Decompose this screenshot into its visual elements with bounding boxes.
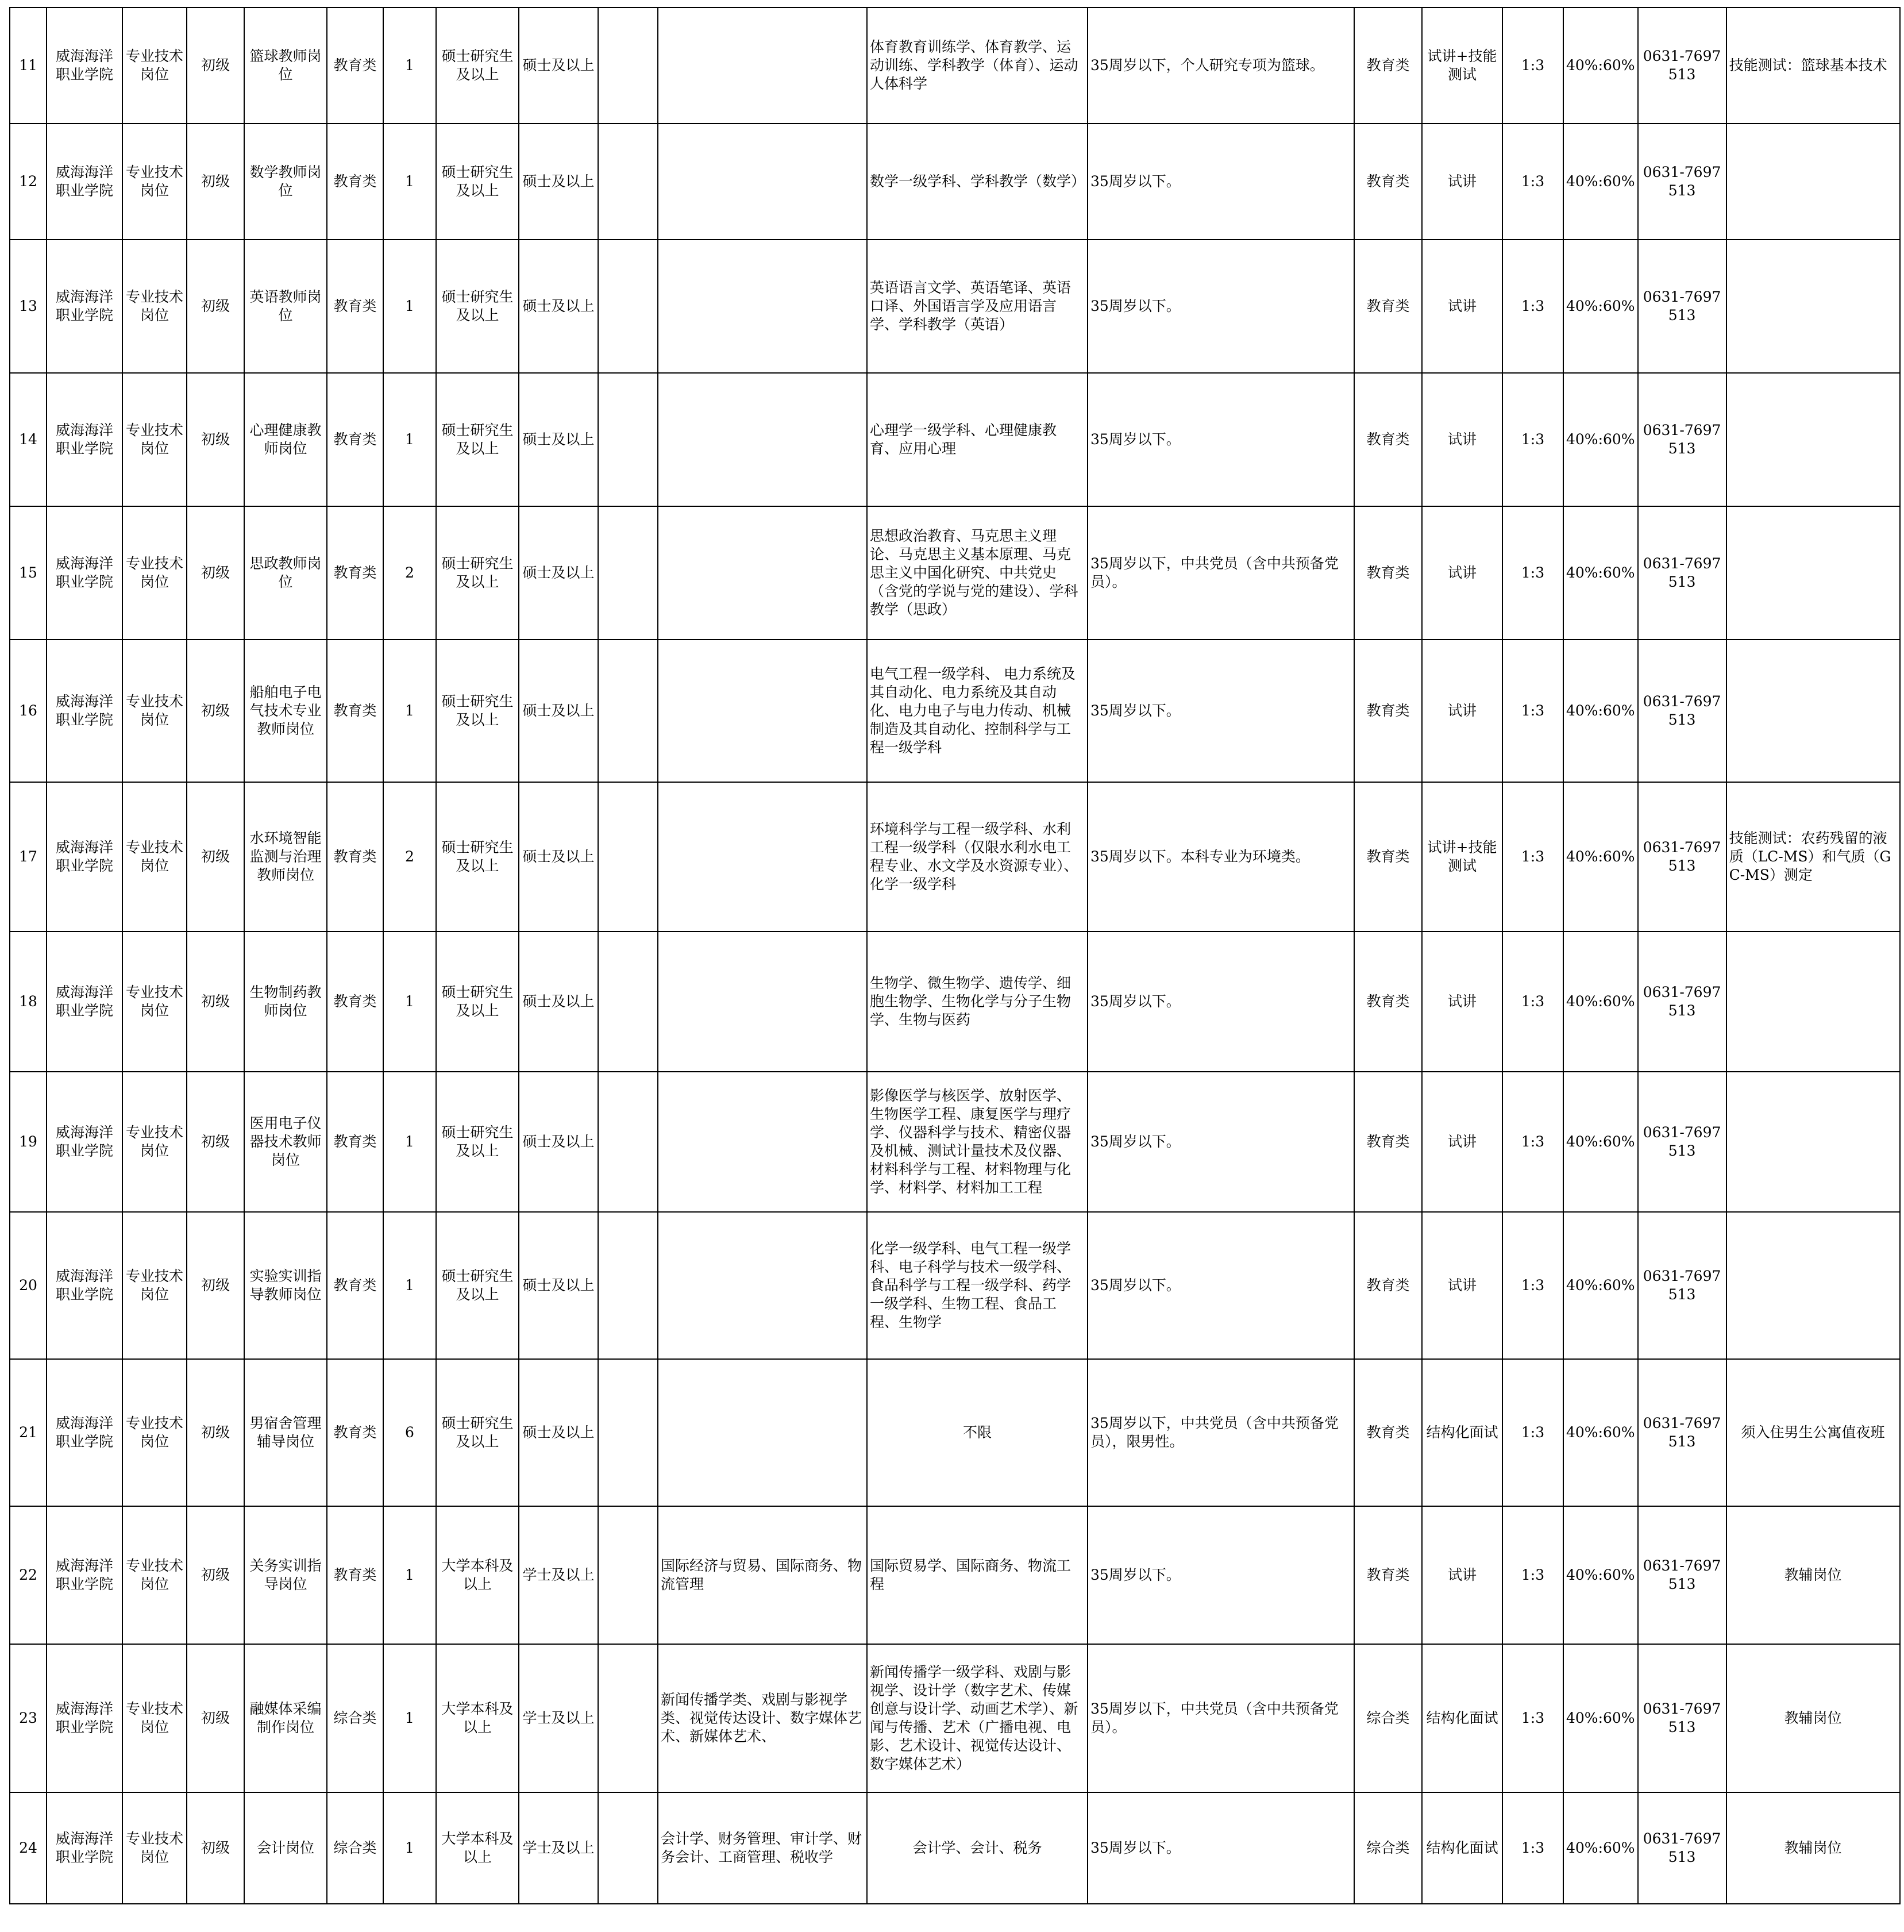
table-row bbox=[10, 124, 1900, 240]
table-row bbox=[10, 1359, 1900, 1506]
score-weight-cell: 40%:60% bbox=[1563, 506, 1638, 640]
interview-form-cell: 试讲 bbox=[1422, 240, 1502, 373]
other-requirements-cell: 35周岁以下。 bbox=[1088, 373, 1354, 506]
score-weight-cell: 40%:60% bbox=[1563, 1359, 1638, 1506]
hiring-count-cell: 1 bbox=[383, 1072, 436, 1212]
degree-requirement-cell: 硕士及以上 bbox=[519, 124, 598, 240]
remarks-cell bbox=[1726, 1072, 1900, 1212]
row-number-cell: 20 bbox=[10, 1212, 47, 1359]
hiring-unit-cell: 威海海洋职业学院 bbox=[47, 240, 122, 373]
hiring-count-cell: 1 bbox=[383, 1506, 436, 1644]
exam-type-cell: 教育类 bbox=[327, 124, 383, 240]
degree-requirement-cell: 硕士及以上 bbox=[519, 1212, 598, 1359]
hiring-count-cell: 2 bbox=[383, 506, 436, 640]
post-category-cell: 专业技术岗位 bbox=[122, 1072, 187, 1212]
table-row bbox=[10, 1072, 1900, 1212]
contact-phone-cell: 0631-7697513 bbox=[1638, 1792, 1726, 1904]
post-category-cell: 专业技术岗位 bbox=[122, 1506, 187, 1644]
contact-phone-cell: 0631-7697513 bbox=[1638, 1072, 1726, 1212]
graduate-major-cell: 电气工程一级学科、 电力系统及其自动化、电力系统及其自动化、电力电子与电力传动、机械制造及其自动化、控制科学与工程一级学科 bbox=[867, 640, 1088, 782]
hiring-count-cell: 1 bbox=[383, 124, 436, 240]
hiring-unit-cell: 威海海洋职业学院 bbox=[47, 1644, 122, 1792]
post-name-cell: 船舶电子电气技术专业教师岗位 bbox=[244, 640, 327, 782]
interview-form-cell: 试讲+技能测试 bbox=[1422, 782, 1502, 932]
interview-type-cell: 综合类 bbox=[1354, 1644, 1422, 1792]
degree-requirement-cell: 硕士及以上 bbox=[519, 782, 598, 932]
graduate-major-cell: 化学一级学科、电气工程一级学科、电子科学与技术一级学科、食品科学与工程一级学科、药学一级学科、生物工程、食品工程、生物学 bbox=[867, 1212, 1088, 1359]
post-name-cell: 思政教师岗位 bbox=[244, 506, 327, 640]
graduate-major-cell: 不限 bbox=[867, 1359, 1088, 1506]
hiring-count-cell: 2 bbox=[383, 782, 436, 932]
junior-college-major-cell bbox=[598, 506, 658, 640]
interview-ratio-cell: 1:3 bbox=[1502, 1072, 1563, 1212]
exam-type-cell: 教育类 bbox=[327, 640, 383, 782]
post-category-cell: 专业技术岗位 bbox=[122, 1644, 187, 1792]
table-row bbox=[10, 1212, 1900, 1359]
interview-ratio-cell: 1:3 bbox=[1502, 1506, 1563, 1644]
degree-requirement-cell: 硕士及以上 bbox=[519, 506, 598, 640]
degree-requirement-cell: 硕士及以上 bbox=[519, 7, 598, 124]
interview-ratio-cell: 1:3 bbox=[1502, 1792, 1563, 1904]
interview-type-cell: 教育类 bbox=[1354, 1359, 1422, 1506]
other-requirements-cell: 35周岁以下。 bbox=[1088, 1212, 1354, 1359]
recruitment-table bbox=[9, 7, 1901, 1904]
exam-type-cell: 教育类 bbox=[327, 7, 383, 124]
degree-requirement-cell: 硕士及以上 bbox=[519, 1359, 598, 1506]
interview-type-cell: 教育类 bbox=[1354, 1506, 1422, 1644]
post-level-cell: 初级 bbox=[187, 373, 244, 506]
junior-college-major-cell bbox=[598, 640, 658, 782]
interview-ratio-cell: 1:3 bbox=[1502, 124, 1563, 240]
junior-college-major-cell bbox=[598, 782, 658, 932]
undergraduate-major-cell bbox=[658, 7, 867, 124]
table-row bbox=[10, 506, 1900, 640]
remarks-cell: 技能测试：篮球基本技术 bbox=[1726, 7, 1900, 124]
score-weight-cell: 40%:60% bbox=[1563, 1212, 1638, 1359]
undergraduate-major-cell bbox=[658, 240, 867, 373]
contact-phone-cell: 0631-7697513 bbox=[1638, 932, 1726, 1072]
row-number-cell: 16 bbox=[10, 640, 47, 782]
contact-phone-cell: 0631-7697513 bbox=[1638, 1212, 1726, 1359]
graduate-major-cell: 英语语言文学、英语笔译、英语口译、外国语言学及应用语言学、学科教学（英语） bbox=[867, 240, 1088, 373]
remarks-cell bbox=[1726, 373, 1900, 506]
score-weight-cell: 40%:60% bbox=[1563, 1644, 1638, 1792]
post-level-cell: 初级 bbox=[187, 1792, 244, 1904]
graduate-major-cell: 心理学一级学科、心理健康教育、应用心理 bbox=[867, 373, 1088, 506]
post-level-cell: 初级 bbox=[187, 782, 244, 932]
hiring-unit-cell: 威海海洋职业学院 bbox=[47, 373, 122, 506]
hiring-count-cell: 1 bbox=[383, 932, 436, 1072]
other-requirements-cell: 35周岁以下。 bbox=[1088, 240, 1354, 373]
table-row bbox=[10, 1792, 1900, 1904]
interview-ratio-cell: 1:3 bbox=[1502, 1644, 1563, 1792]
junior-college-major-cell bbox=[598, 7, 658, 124]
hiring-count-cell: 1 bbox=[383, 1644, 436, 1792]
undergraduate-major-cell bbox=[658, 782, 867, 932]
post-level-cell: 初级 bbox=[187, 124, 244, 240]
interview-form-cell: 试讲 bbox=[1422, 1506, 1502, 1644]
score-weight-cell: 40%:60% bbox=[1563, 240, 1638, 373]
junior-college-major-cell bbox=[598, 932, 658, 1072]
score-weight-cell: 40%:60% bbox=[1563, 1072, 1638, 1212]
interview-ratio-cell: 1:3 bbox=[1502, 640, 1563, 782]
interview-form-cell: 结构化面试 bbox=[1422, 1644, 1502, 1792]
exam-type-cell: 教育类 bbox=[327, 1212, 383, 1359]
degree-requirement-cell: 硕士及以上 bbox=[519, 640, 598, 782]
post-name-cell: 生物制药教师岗位 bbox=[244, 932, 327, 1072]
education-requirement-cell: 硕士研究生及以上 bbox=[436, 1072, 519, 1212]
interview-ratio-cell: 1:3 bbox=[1502, 240, 1563, 373]
junior-college-major-cell bbox=[598, 373, 658, 506]
post-level-cell: 初级 bbox=[187, 1072, 244, 1212]
post-name-cell: 会计岗位 bbox=[244, 1792, 327, 1904]
junior-college-major-cell bbox=[598, 240, 658, 373]
table-row bbox=[10, 640, 1900, 782]
remarks-cell bbox=[1726, 240, 1900, 373]
degree-requirement-cell: 硕士及以上 bbox=[519, 373, 598, 506]
post-level-cell: 初级 bbox=[187, 7, 244, 124]
interview-ratio-cell: 1:3 bbox=[1502, 373, 1563, 506]
undergraduate-major-cell bbox=[658, 506, 867, 640]
score-weight-cell: 40%:60% bbox=[1563, 932, 1638, 1072]
exam-type-cell: 教育类 bbox=[327, 373, 383, 506]
education-requirement-cell: 大学本科及以上 bbox=[436, 1792, 519, 1904]
education-requirement-cell: 硕士研究生及以上 bbox=[436, 240, 519, 373]
remarks-cell bbox=[1726, 506, 1900, 640]
post-level-cell: 初级 bbox=[187, 1212, 244, 1359]
interview-form-cell: 试讲 bbox=[1422, 1212, 1502, 1359]
interview-form-cell: 结构化面试 bbox=[1422, 1792, 1502, 1904]
row-number-cell: 13 bbox=[10, 240, 47, 373]
degree-requirement-cell: 学士及以上 bbox=[519, 1644, 598, 1792]
post-level-cell: 初级 bbox=[187, 240, 244, 373]
row-number-cell: 11 bbox=[10, 7, 47, 124]
score-weight-cell: 40%:60% bbox=[1563, 1792, 1638, 1904]
score-weight-cell: 40%:60% bbox=[1563, 782, 1638, 932]
interview-form-cell: 试讲 bbox=[1422, 506, 1502, 640]
undergraduate-major-cell: 国际经济与贸易、国际商务、物流管理 bbox=[658, 1506, 867, 1644]
undergraduate-major-cell bbox=[658, 1212, 867, 1359]
row-number-cell: 14 bbox=[10, 373, 47, 506]
hiring-unit-cell: 威海海洋职业学院 bbox=[47, 506, 122, 640]
education-requirement-cell: 大学本科及以上 bbox=[436, 1644, 519, 1792]
undergraduate-major-cell: 新闻传播学类、戏剧与影视学类、视觉传达设计、数字媒体艺术、新媒体艺术、 bbox=[658, 1644, 867, 1792]
undergraduate-major-cell bbox=[658, 1359, 867, 1506]
contact-phone-cell: 0631-7697513 bbox=[1638, 124, 1726, 240]
undergraduate-major-cell bbox=[658, 640, 867, 782]
interview-form-cell: 试讲 bbox=[1422, 932, 1502, 1072]
interview-type-cell: 教育类 bbox=[1354, 7, 1422, 124]
table-row bbox=[10, 782, 1900, 932]
score-weight-cell: 40%:60% bbox=[1563, 124, 1638, 240]
interview-type-cell: 综合类 bbox=[1354, 1792, 1422, 1904]
row-number-cell: 18 bbox=[10, 932, 47, 1072]
interview-type-cell: 教育类 bbox=[1354, 506, 1422, 640]
post-level-cell: 初级 bbox=[187, 1359, 244, 1506]
undergraduate-major-cell: 会计学、财务管理、审计学、财务会计、工商管理、税收学 bbox=[658, 1792, 867, 1904]
interview-type-cell: 教育类 bbox=[1354, 124, 1422, 240]
interview-ratio-cell: 1:3 bbox=[1502, 7, 1563, 124]
post-level-cell: 初级 bbox=[187, 640, 244, 782]
hiring-unit-cell: 威海海洋职业学院 bbox=[47, 124, 122, 240]
education-requirement-cell: 硕士研究生及以上 bbox=[436, 782, 519, 932]
junior-college-major-cell bbox=[598, 1359, 658, 1506]
row-number-cell: 19 bbox=[10, 1072, 47, 1212]
post-category-cell: 专业技术岗位 bbox=[122, 506, 187, 640]
graduate-major-cell: 思想政治教育、马克思主义理论、马克思主义基本原理、马克思主义中国化研究、中共党史（含党的学说与党的建设）、学科教学（思政） bbox=[867, 506, 1088, 640]
interview-ratio-cell: 1:3 bbox=[1502, 782, 1563, 932]
graduate-major-cell: 国际贸易学、国际商务、物流工程 bbox=[867, 1506, 1088, 1644]
post-level-cell: 初级 bbox=[187, 506, 244, 640]
contact-phone-cell: 0631-7697513 bbox=[1638, 782, 1726, 932]
remarks-cell: 教辅岗位 bbox=[1726, 1506, 1900, 1644]
interview-type-cell: 教育类 bbox=[1354, 373, 1422, 506]
hiring-count-cell: 1 bbox=[383, 373, 436, 506]
education-requirement-cell: 硕士研究生及以上 bbox=[436, 506, 519, 640]
post-name-cell: 心理健康教师岗位 bbox=[244, 373, 327, 506]
hiring-unit-cell: 威海海洋职业学院 bbox=[47, 932, 122, 1072]
hiring-unit-cell: 威海海洋职业学院 bbox=[47, 782, 122, 932]
undergraduate-major-cell bbox=[658, 373, 867, 506]
exam-type-cell: 教育类 bbox=[327, 506, 383, 640]
contact-phone-cell: 0631-7697513 bbox=[1638, 7, 1726, 124]
post-category-cell: 专业技术岗位 bbox=[122, 1359, 187, 1506]
interview-form-cell: 试讲 bbox=[1422, 373, 1502, 506]
junior-college-major-cell bbox=[598, 1792, 658, 1904]
row-number-cell: 23 bbox=[10, 1644, 47, 1792]
post-name-cell: 关务实训指导岗位 bbox=[244, 1506, 327, 1644]
junior-college-major-cell bbox=[598, 1644, 658, 1792]
post-category-cell: 专业技术岗位 bbox=[122, 7, 187, 124]
score-weight-cell: 40%:60% bbox=[1563, 1506, 1638, 1644]
interview-ratio-cell: 1:3 bbox=[1502, 1212, 1563, 1359]
row-number-cell: 22 bbox=[10, 1506, 47, 1644]
other-requirements-cell: 35周岁以下，中共党员（含中共预备党员），限男性。 bbox=[1088, 1359, 1354, 1506]
score-weight-cell: 40%:60% bbox=[1563, 7, 1638, 124]
post-category-cell: 专业技术岗位 bbox=[122, 373, 187, 506]
interview-type-cell: 教育类 bbox=[1354, 782, 1422, 932]
interview-form-cell: 结构化面试 bbox=[1422, 1359, 1502, 1506]
graduate-major-cell: 新闻传播学一级学科、戏剧与影视学、设计学（数字艺术、传媒创意与设计学、动画艺术学）、新闻与传播、艺术（广播电视、电影、艺术设计、视觉传达设计、数字媒体艺术） bbox=[867, 1644, 1088, 1792]
post-category-cell: 专业技术岗位 bbox=[122, 782, 187, 932]
remarks-cell bbox=[1726, 1212, 1900, 1359]
post-category-cell: 专业技术岗位 bbox=[122, 124, 187, 240]
post-level-cell: 初级 bbox=[187, 932, 244, 1072]
remarks-cell bbox=[1726, 124, 1900, 240]
hiring-unit-cell: 威海海洋职业学院 bbox=[47, 1072, 122, 1212]
contact-phone-cell: 0631-7697513 bbox=[1638, 373, 1726, 506]
remarks-cell: 技能测试：农药残留的液质（LC-MS）和气质（GC-MS）测定 bbox=[1726, 782, 1900, 932]
exam-type-cell: 教育类 bbox=[327, 1359, 383, 1506]
graduate-major-cell: 环境科学与工程一级学科、水利工程一级学科（仅限水利水电工程专业、水文学及水资源专业）、化学一级学科 bbox=[867, 782, 1088, 932]
table-row bbox=[10, 1644, 1900, 1792]
interview-ratio-cell: 1:3 bbox=[1502, 506, 1563, 640]
post-category-cell: 专业技术岗位 bbox=[122, 932, 187, 1072]
interview-ratio-cell: 1:3 bbox=[1502, 1359, 1563, 1506]
junior-college-major-cell bbox=[598, 124, 658, 240]
hiring-count-cell: 1 bbox=[383, 1212, 436, 1359]
hiring-unit-cell: 威海海洋职业学院 bbox=[47, 640, 122, 782]
other-requirements-cell: 35周岁以下。 bbox=[1088, 124, 1354, 240]
score-weight-cell: 40%:60% bbox=[1563, 640, 1638, 782]
post-name-cell: 融媒体采编制作岗位 bbox=[244, 1644, 327, 1792]
row-number-cell: 17 bbox=[10, 782, 47, 932]
hiring-count-cell: 1 bbox=[383, 240, 436, 373]
table-row bbox=[10, 1506, 1900, 1644]
exam-type-cell: 教育类 bbox=[327, 1506, 383, 1644]
post-category-cell: 专业技术岗位 bbox=[122, 240, 187, 373]
contact-phone-cell: 0631-7697513 bbox=[1638, 1506, 1726, 1644]
contact-phone-cell: 0631-7697513 bbox=[1638, 506, 1726, 640]
education-requirement-cell: 硕士研究生及以上 bbox=[436, 7, 519, 124]
degree-requirement-cell: 硕士及以上 bbox=[519, 240, 598, 373]
other-requirements-cell: 35周岁以下，中共党员（含中共预备党员）。 bbox=[1088, 1644, 1354, 1792]
row-number-cell: 24 bbox=[10, 1792, 47, 1904]
remarks-cell bbox=[1726, 640, 1900, 782]
row-number-cell: 21 bbox=[10, 1359, 47, 1506]
exam-type-cell: 教育类 bbox=[327, 782, 383, 932]
graduate-major-cell: 生物学、微生物学、遗传学、细胞生物学、生物化学与分子生物学、生物与医药 bbox=[867, 932, 1088, 1072]
interview-ratio-cell: 1:3 bbox=[1502, 932, 1563, 1072]
post-category-cell: 专业技术岗位 bbox=[122, 1792, 187, 1904]
interview-type-cell: 教育类 bbox=[1354, 640, 1422, 782]
interview-type-cell: 教育类 bbox=[1354, 1212, 1422, 1359]
degree-requirement-cell: 硕士及以上 bbox=[519, 932, 598, 1072]
post-name-cell: 英语教师岗位 bbox=[244, 240, 327, 373]
hiring-unit-cell: 威海海洋职业学院 bbox=[47, 1212, 122, 1359]
other-requirements-cell: 35周岁以下，中共党员（含中共预备党员）。 bbox=[1088, 506, 1354, 640]
post-name-cell: 数学教师岗位 bbox=[244, 124, 327, 240]
degree-requirement-cell: 学士及以上 bbox=[519, 1792, 598, 1904]
interview-type-cell: 教育类 bbox=[1354, 1072, 1422, 1212]
post-level-cell: 初级 bbox=[187, 1506, 244, 1644]
exam-type-cell: 教育类 bbox=[327, 1072, 383, 1212]
education-requirement-cell: 硕士研究生及以上 bbox=[436, 373, 519, 506]
hiring-count-cell: 1 bbox=[383, 640, 436, 782]
interview-form-cell: 试讲 bbox=[1422, 640, 1502, 782]
post-name-cell: 实验实训指导教师岗位 bbox=[244, 1212, 327, 1359]
hiring-unit-cell: 威海海洋职业学院 bbox=[47, 7, 122, 124]
contact-phone-cell: 0631-7697513 bbox=[1638, 1644, 1726, 1792]
contact-phone-cell: 0631-7697513 bbox=[1638, 1359, 1726, 1506]
interview-form-cell: 试讲 bbox=[1422, 1072, 1502, 1212]
post-level-cell: 初级 bbox=[187, 1644, 244, 1792]
hiring-count-cell: 6 bbox=[383, 1359, 436, 1506]
score-weight-cell: 40%:60% bbox=[1563, 373, 1638, 506]
other-requirements-cell: 35周岁以下。本科专业为环境类。 bbox=[1088, 782, 1354, 932]
post-name-cell: 医用电子仪器技术教师岗位 bbox=[244, 1072, 327, 1212]
education-requirement-cell: 硕士研究生及以上 bbox=[436, 640, 519, 782]
hiring-unit-cell: 威海海洋职业学院 bbox=[47, 1359, 122, 1506]
other-requirements-cell: 35周岁以下。 bbox=[1088, 640, 1354, 782]
junior-college-major-cell bbox=[598, 1072, 658, 1212]
graduate-major-cell: 会计学、会计、税务 bbox=[867, 1792, 1088, 1904]
table-row bbox=[10, 932, 1900, 1072]
remarks-cell: 教辅岗位 bbox=[1726, 1792, 1900, 1904]
education-requirement-cell: 硕士研究生及以上 bbox=[436, 1212, 519, 1359]
table-row bbox=[10, 373, 1900, 506]
education-requirement-cell: 硕士研究生及以上 bbox=[436, 124, 519, 240]
hiring-unit-cell: 威海海洋职业学院 bbox=[47, 1792, 122, 1904]
remarks-cell: 教辅岗位 bbox=[1726, 1644, 1900, 1792]
exam-type-cell: 教育类 bbox=[327, 932, 383, 1072]
hiring-count-cell: 1 bbox=[383, 7, 436, 124]
hiring-unit-cell: 威海海洋职业学院 bbox=[47, 1506, 122, 1644]
contact-phone-cell: 0631-7697513 bbox=[1638, 240, 1726, 373]
other-requirements-cell: 35周岁以下。 bbox=[1088, 1506, 1354, 1644]
interview-form-cell: 试讲+技能测试 bbox=[1422, 7, 1502, 124]
interview-type-cell: 教育类 bbox=[1354, 932, 1422, 1072]
hiring-count-cell: 1 bbox=[383, 1792, 436, 1904]
graduate-major-cell: 体育教育训练学、体育教学、运动训练、学科教学（体育）、运动人体科学 bbox=[867, 7, 1088, 124]
row-number-cell: 15 bbox=[10, 506, 47, 640]
degree-requirement-cell: 学士及以上 bbox=[519, 1506, 598, 1644]
degree-requirement-cell: 硕士及以上 bbox=[519, 1072, 598, 1212]
contact-phone-cell: 0631-7697513 bbox=[1638, 640, 1726, 782]
post-name-cell: 男宿舍管理辅导岗位 bbox=[244, 1359, 327, 1506]
exam-type-cell: 综合类 bbox=[327, 1792, 383, 1904]
graduate-major-cell: 影像医学与核医学、放射医学、生物医学工程、康复医学与理疗学、仪器科学与技术、精密仪器及机械、测试计量技术及仪器、材料科学与工程、材料物理与化学、材料学、材料加工工程 bbox=[867, 1072, 1088, 1212]
table-row bbox=[10, 240, 1900, 373]
undergraduate-major-cell bbox=[658, 1072, 867, 1212]
junior-college-major-cell bbox=[598, 1506, 658, 1644]
post-category-cell: 专业技术岗位 bbox=[122, 1212, 187, 1359]
interview-form-cell: 试讲 bbox=[1422, 124, 1502, 240]
other-requirements-cell: 35周岁以下。 bbox=[1088, 932, 1354, 1072]
education-requirement-cell: 大学本科及以上 bbox=[436, 1506, 519, 1644]
undergraduate-major-cell bbox=[658, 124, 867, 240]
remarks-cell: 须入住男生公寓值夜班 bbox=[1726, 1359, 1900, 1506]
other-requirements-cell: 35周岁以下。 bbox=[1088, 1072, 1354, 1212]
exam-type-cell: 综合类 bbox=[327, 1644, 383, 1792]
table-row bbox=[10, 7, 1900, 124]
education-requirement-cell: 硕士研究生及以上 bbox=[436, 932, 519, 1072]
remarks-cell bbox=[1726, 932, 1900, 1072]
post-category-cell: 专业技术岗位 bbox=[122, 640, 187, 782]
junior-college-major-cell bbox=[598, 1212, 658, 1359]
interview-type-cell: 教育类 bbox=[1354, 240, 1422, 373]
row-number-cell: 12 bbox=[10, 124, 47, 240]
post-name-cell: 篮球教师岗位 bbox=[244, 7, 327, 124]
undergraduate-major-cell bbox=[658, 932, 867, 1072]
other-requirements-cell: 35周岁以下，个人研究专项为篮球。 bbox=[1088, 7, 1354, 124]
education-requirement-cell: 硕士研究生及以上 bbox=[436, 1359, 519, 1506]
exam-type-cell: 教育类 bbox=[327, 240, 383, 373]
other-requirements-cell: 35周岁以下。 bbox=[1088, 1792, 1354, 1904]
graduate-major-cell: 数学一级学科、学科教学（数学） bbox=[867, 124, 1088, 240]
post-name-cell: 水环境智能监测与治理教师岗位 bbox=[244, 782, 327, 932]
